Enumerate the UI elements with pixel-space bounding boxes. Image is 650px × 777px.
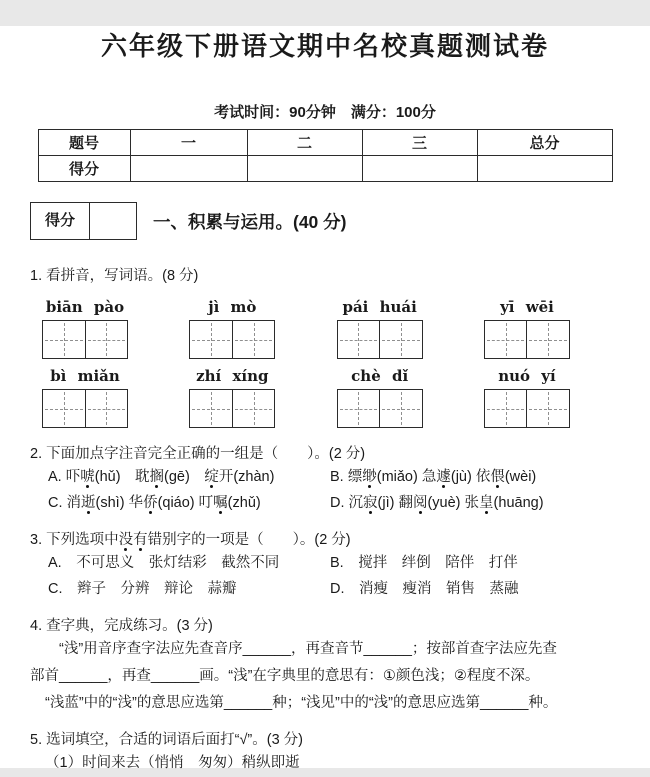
writing-grid (337, 320, 423, 359)
score-box-field (89, 203, 136, 239)
dotted-char: 搁 (149, 469, 165, 485)
text-segment: 3. 下列选项中 (30, 532, 119, 548)
score-table-header-row (38, 130, 612, 156)
tianzige-cell (85, 321, 128, 358)
pinyin-label: nuó yí (498, 367, 556, 385)
pinyin-label: jì mò (208, 298, 257, 316)
pinyin-label: pái huái (342, 298, 417, 316)
writing-grid (484, 389, 570, 428)
text-segment: (hǔ) 耽 (94, 469, 150, 485)
pinyin-label: bì miǎn (50, 367, 120, 385)
text-segment: 错别字的一项是（ ）。(2 分) (147, 532, 351, 548)
q2-options-row-2 (48, 490, 650, 516)
score-box-label: 得分 (44, 212, 75, 229)
text-segment: (jù) 依 (450, 469, 491, 485)
q1-word-block (42, 367, 128, 428)
tianzige-cell (338, 321, 380, 358)
tianzige-cell (190, 390, 232, 427)
score-cell-part-3 (362, 156, 477, 182)
q3-option-d: D. 消瘦 瘦消 销售 蒸融 (330, 581, 519, 597)
section-heading: 一、积累与运用。(40 分) (153, 211, 347, 232)
tianzige-cell (85, 390, 128, 427)
text-segment: (gē) (164, 469, 205, 485)
q5-stem: 5. 选词填空，合适的词语后面打“√”。(3 分) (30, 732, 303, 748)
tianzige-cell (338, 390, 380, 427)
q2-option-c (48, 490, 330, 516)
q2-option-a (48, 464, 330, 490)
dotted-char: 嘱 (213, 495, 228, 511)
q4-line-2: 部首______，再查______画。“浅”在字典里的意思有：①颜色浅；②程度不深。 (30, 668, 540, 684)
section-score-box (30, 202, 137, 240)
tianzige-cell (379, 390, 422, 427)
text-segment: (jì) 翻 (377, 495, 413, 511)
row-header-score: 得分 (38, 156, 130, 182)
q1-word-block (337, 298, 423, 359)
q3-option-c: C. 辫子 分辨 辩论 蒜瓣 (48, 581, 237, 597)
q1-stem: 1. 看拼音，写词语。(8 分) (30, 268, 199, 284)
dotted-char: 没 (118, 532, 134, 548)
writing-grid (337, 389, 423, 428)
q2-stem: 2. 下面加点字注音完全正确的一组是（ ）。(2 分) (30, 446, 366, 462)
q4-line-3: “浅蓝”中的“浅”的意思应选第______种；“浅见”中的“浅”的意思应选第______种。 (45, 695, 558, 711)
score-table-score-row (38, 156, 612, 182)
dotted-char: 偎 (490, 469, 505, 485)
text-segment: (miǎo) 急 (376, 469, 437, 485)
pinyin-label: biān pào (45, 298, 125, 316)
q2-option-d (330, 490, 544, 516)
exam-paper-page (0, 26, 650, 771)
dotted-char: 皇 (479, 495, 494, 511)
writing-grid (484, 320, 570, 359)
text-segment: D. 沉 (330, 495, 364, 511)
q1-word-block (337, 367, 423, 428)
q1-word-block (189, 298, 275, 359)
text-segment: (wèi) (504, 469, 537, 485)
tianzige-cell (485, 321, 527, 358)
q4-stem: 4. 查字典，完成练习。(3 分) (30, 618, 213, 634)
score-cell-part-1 (130, 156, 247, 182)
text-segment: (qiáo) 叮 (157, 495, 214, 511)
q5-line-1: （1）时间来去（悄悄 匆匆）稍纵即逝 (45, 755, 300, 771)
q1-word-block (484, 298, 570, 359)
q1-word-block (189, 367, 275, 428)
text-segment: (zhǔ) (227, 495, 261, 511)
tianzige-cell (526, 321, 569, 358)
text-segment: (shì) 华 (95, 495, 144, 511)
dotted-char: 侨 (143, 495, 158, 511)
text-segment: (yuè) 张 (427, 495, 480, 511)
col-header-part-3: 三 (362, 130, 477, 156)
pinyin-label: zhí xíng (196, 367, 269, 385)
q2-options-row-1 (48, 464, 650, 490)
score-cell-part-2 (247, 156, 362, 182)
section-1-header (30, 202, 650, 240)
tianzige-cell (485, 390, 527, 427)
text-segment: A. 吓 (48, 469, 81, 485)
q1-word-row-1 (42, 298, 570, 359)
dotted-char: 绽 (204, 469, 219, 485)
score-cell-total (477, 156, 612, 182)
text-segment: (huāng) (493, 495, 544, 511)
q1-word-block (42, 298, 128, 359)
text-segment: B. 缥 (330, 469, 363, 485)
pinyin-label: chè dǐ (351, 367, 409, 385)
text-segment: C. 消 (48, 495, 82, 511)
q3-option-a: A. 不可思义 张灯结彩 截然不同 (48, 555, 280, 571)
q1-word-row-2 (42, 367, 570, 428)
q4-line-1: “浅”用音序查字法应先查音序______，再查音节______；按部首查字法应先查 (59, 641, 557, 657)
score-summary-table (38, 129, 613, 182)
col-header-total: 总分 (477, 130, 612, 156)
dotted-char: 寂 (363, 495, 378, 511)
tianzige-cell (43, 321, 85, 358)
page-title: 六年级下册语文期中名校真题测试卷 (100, 31, 549, 61)
exam-info: 考试时间：90分钟 满分：100分 (214, 104, 436, 121)
dotted-char: 唬 (80, 469, 95, 485)
q3-options-row-1 (48, 550, 650, 576)
pinyin-label: yī wēi (500, 298, 554, 316)
tianzige-cell (526, 390, 569, 427)
dotted-char: 有 (133, 532, 148, 548)
writing-grid (189, 320, 275, 359)
q1-word-block (484, 367, 570, 428)
q3-option-b: B. 搅拌 绊倒 陪伴 打伴 (330, 555, 518, 571)
writing-grid (42, 389, 128, 428)
dotted-char: 遽 (436, 469, 451, 485)
writing-grid (42, 320, 128, 359)
q3-stem (30, 530, 650, 550)
tianzige-cell (379, 321, 422, 358)
dotted-char: 缈 (362, 469, 377, 485)
writing-grid (189, 389, 275, 428)
dotted-char: 阅 (412, 495, 428, 511)
q3-options-row-2 (48, 576, 650, 602)
tianzige-cell (232, 321, 275, 358)
col-header-part-1: 一 (130, 130, 247, 156)
col-header-question-number: 题号 (38, 130, 130, 156)
dotted-char: 逝 (81, 495, 96, 511)
tianzige-cell (43, 390, 85, 427)
tianzige-cell (232, 390, 275, 427)
text-segment: 开(zhàn) (218, 469, 275, 485)
col-header-part-2: 二 (247, 130, 362, 156)
q2-option-b (330, 464, 536, 490)
tianzige-cell (190, 321, 232, 358)
